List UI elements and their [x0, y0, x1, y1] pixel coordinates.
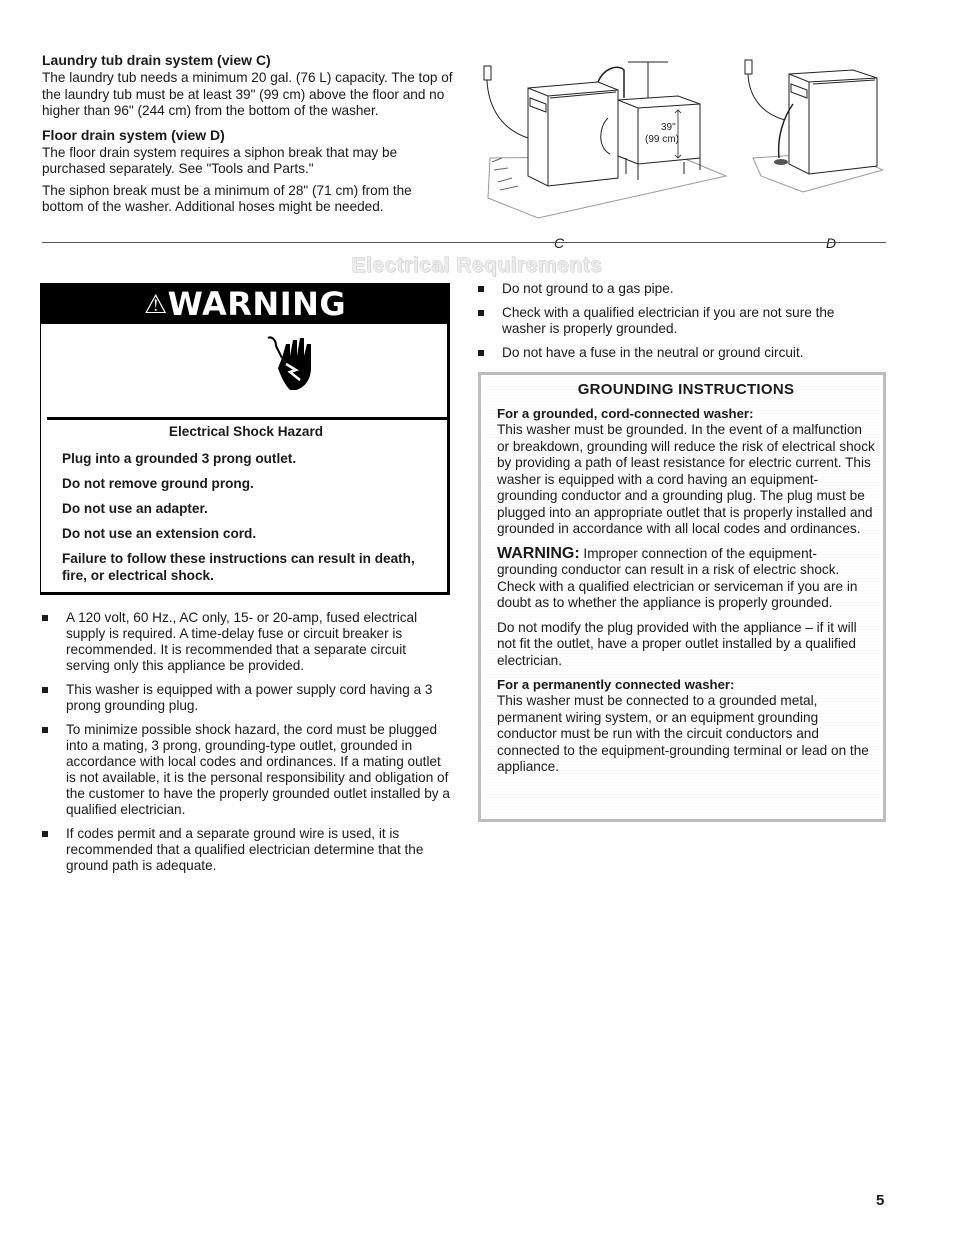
warning-header-label: WARNING	[167, 285, 347, 323]
bullet-square-icon	[478, 350, 484, 356]
fig-c-dim-cm: (99 cm)	[645, 134, 679, 145]
permanent-connection-heading: For a permanently connected washer:	[497, 677, 735, 692]
list-item: Do not have a fuse in the neutral or ground circuit.	[478, 345, 878, 361]
warning-header	[41, 284, 449, 324]
warning-triangle-icon: ⚠	[143, 290, 168, 320]
list-item: If codes permit and a separate ground wire is used, it is recommended that a qualified electrician determine that the ground path is adequate.	[42, 826, 450, 874]
grounding-warning-text: Improper connection of the equipment-grounding conductor can result in a risk of electric shock. Check with a qualified electrician or serviceman if you are in doubt as to whether the appliance is properly grounded.	[497, 545, 858, 610]
grounding-warning-label: WARNING:	[497, 544, 580, 562]
list-item: A 120 volt, 60 Hz., AC only, 15- or 20-amp, fused electrical supply is required. A time-delay fuse or circuit breaker is recommended. It is recommended that a separate circuit serving only this appliance be provided.	[42, 610, 450, 674]
grounding-instructions-box	[478, 372, 886, 822]
fig-c-label: C	[554, 235, 565, 251]
warning-line: Do not use an extension cord.	[62, 526, 257, 541]
bullet-square-icon	[478, 286, 484, 292]
plug-modify-text: Do not modify the plug provided with the appliance – if it will not fit the outlet, have a proper outlet installed by a qualified electrician.	[497, 619, 857, 668]
fig-c-dim-in: 39"	[661, 122, 676, 133]
fig-d-label: D	[826, 235, 837, 251]
list-item: This washer is equipped with a power supply cord having a 3 prong grounding plug.	[42, 682, 450, 714]
warning-line: Failure to follow these instructions can result in death, fire, or electrical shock.	[62, 551, 415, 583]
floor-drain-heading: Floor drain system (view D)	[42, 126, 225, 143]
laundry-tub-illustration	[478, 58, 728, 228]
warning-line: Do not remove ground prong.	[62, 476, 254, 491]
laundry-tub-heading: Laundry tub drain system (view C)	[42, 52, 271, 68]
warning-divider	[47, 417, 449, 420]
bullet-square-icon	[42, 615, 48, 621]
cord-connected-heading: For a grounded, cord-connected washer:	[497, 406, 754, 421]
list-item: Check with a qualified electrician if you are not sure the washer is properly grounded.	[478, 305, 878, 337]
grounding-warning-paragraph	[497, 546, 875, 612]
floor-drain-text-2: The siphon break must be a minimum of 28" (71 cm) from the bottom of the washer. Additional hoses might be needed.	[42, 182, 412, 214]
warning-lines	[62, 450, 442, 592]
section-divider	[42, 242, 886, 243]
floor-drain-illustration	[743, 58, 883, 208]
bullet-square-icon	[42, 727, 48, 733]
warning-line: Plug into a grounded 3 prong outlet.	[62, 451, 297, 466]
bullet-square-icon	[42, 831, 48, 837]
floor-drain-text-1: The floor drain system requires a siphon break that may be purchased separately. See "Tools and Parts."	[42, 144, 398, 176]
electrical-requirements-list	[42, 610, 450, 882]
drain-instructions	[42, 52, 454, 216]
list-item: To minimize possible shock hazard, the cord must be plugged into a mating, 3 prong, grounding-type outlet, grounded in accordance with local codes and ordinances. If a mating outlet is not available, it is the personal responsibility and obligation of the customer to have the properly grounded outlet installed by a qualified electrician.	[42, 722, 450, 818]
warning-hazard-title: Electrical Shock Hazard	[168, 424, 324, 439]
electric-shock-hand-icon	[266, 334, 318, 392]
section-title: Electrical Requirements	[351, 254, 603, 277]
bullet-square-icon	[42, 687, 48, 693]
bullet-square-icon	[478, 310, 484, 316]
laundry-tub-text: The laundry tub needs a minimum 20 gal. (76 L) capacity. The top of the laundry tub must be at least 39" (99 cm) above the floor and no higher than 96" (244 cm) from the bottom of the washer.	[42, 70, 453, 118]
warning-line: Do not use an adapter.	[62, 501, 208, 516]
permanent-connection-text: This washer must be connected to a grounded metal, permanent wiring system, or an equipment grounding conductor must be run with the circuit conductors and connected to the equipment-grounding terminal or lead on the appliance.	[497, 693, 869, 774]
cord-connected-text: This washer must be grounded. In the event of a malfunction or breakdown, grounding will reduce the risk of electrical shock by providing a path of least resistance for electric current. This washer is equipped with a cord having an equipment-grounding conductor and a grounding plug. The plug must be plugged into an appropriate outlet that is properly installed and grounded in accordance with all local codes and ordinances.	[497, 422, 875, 536]
list-item: Do not ground to a gas pipe.	[478, 281, 878, 297]
grounding-caution-list	[478, 281, 878, 369]
grounding-title: GROUNDING INSTRUCTIONS	[577, 381, 795, 398]
page-number: 5	[876, 1192, 885, 1209]
warning-box	[40, 283, 450, 595]
